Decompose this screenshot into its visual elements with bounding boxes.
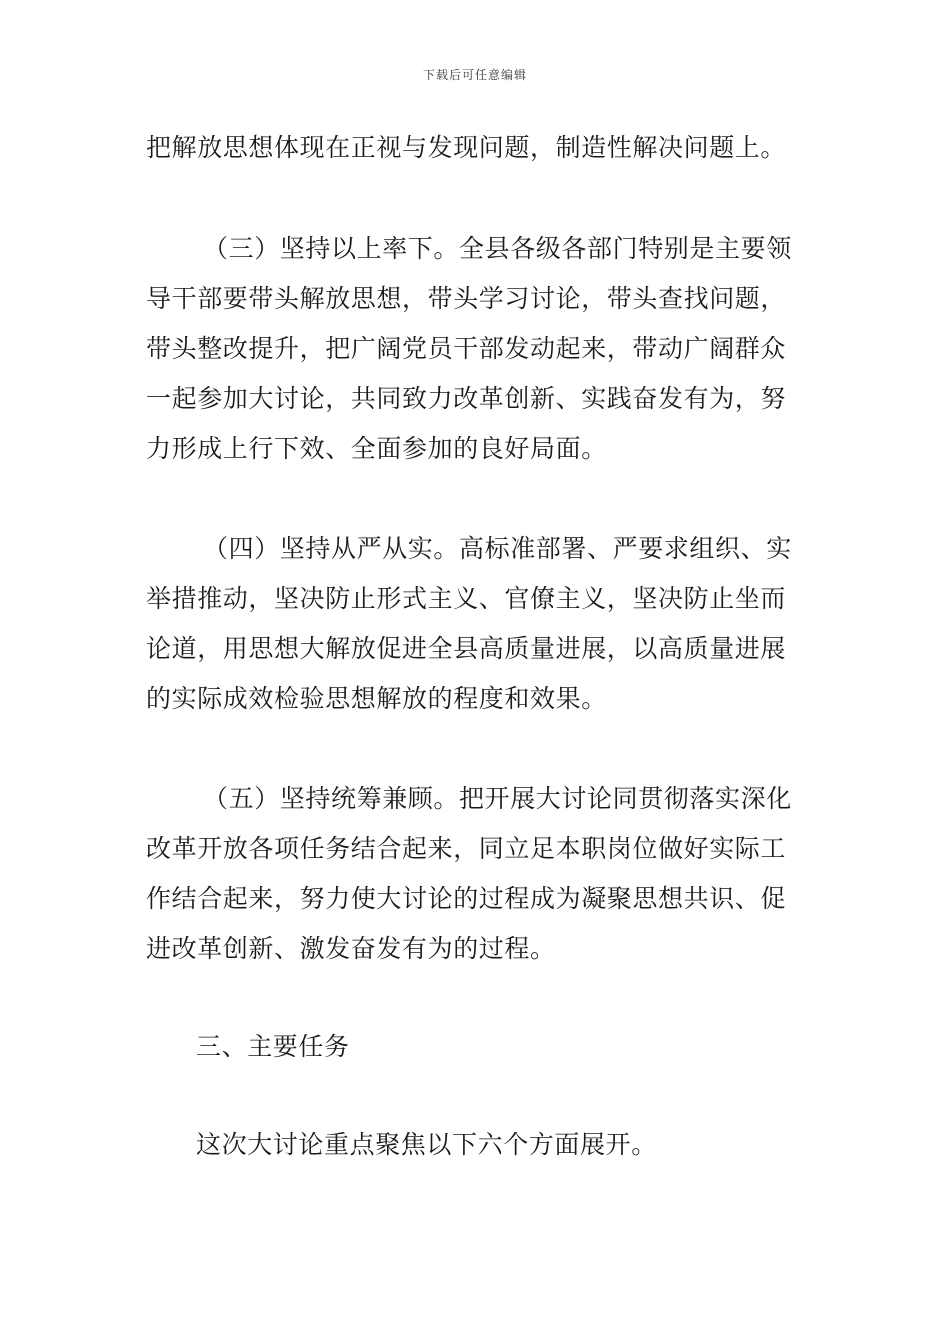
- text-line: 举措推动，坚决防止形式主义、官僚主义，坚决防止坐而: [146, 584, 787, 613]
- text-line: 作结合起来，努力使大讨论的过程成为凝聚思想共识、促: [146, 884, 787, 913]
- text-line: 带头整改提升，把广阔党员干部发动起来，带动广阔群众: [146, 334, 787, 363]
- text-line: （四）坚持从严从实。高标准部署、严要求组织、实: [203, 534, 792, 563]
- text-line: 一起参加大讨论，共同致力改革创新、实践奋发有为，努: [146, 384, 787, 413]
- text-line: 的实际成效检验思想解放的程度和效果。: [146, 684, 607, 713]
- section-heading: 三、主要任务: [196, 1032, 350, 1061]
- text-line: 论道，用思想大解放促进全县高质量进展，以高质量进展: [146, 634, 787, 663]
- text-line: 力形成上行下效、全面参加的良好局面。: [146, 434, 607, 463]
- text-line: （五）坚持统筹兼顾。把开展大讨论同贯彻落实深化: [203, 784, 792, 813]
- section-intro: 这次大讨论重点聚焦以下六个方面展开。: [196, 1130, 657, 1159]
- text-line: 导干部要带头解放思想，带头学习讨论，带头查找问题，: [146, 284, 787, 313]
- text-line: （三）坚持以上率下。全县各级各部门特别是主要领: [203, 234, 792, 263]
- text-line: 进改革创新、激发奋发有为的过程。: [146, 934, 556, 963]
- text-line: 把解放思想体现在正视与发现问题，制造性解决问题上。: [146, 133, 787, 162]
- text-line: 改革开放各项任务结合起来，同立足本职岗位做好实际工: [146, 834, 787, 863]
- page-header-watermark: 下载后可任意编辑: [422, 68, 527, 82]
